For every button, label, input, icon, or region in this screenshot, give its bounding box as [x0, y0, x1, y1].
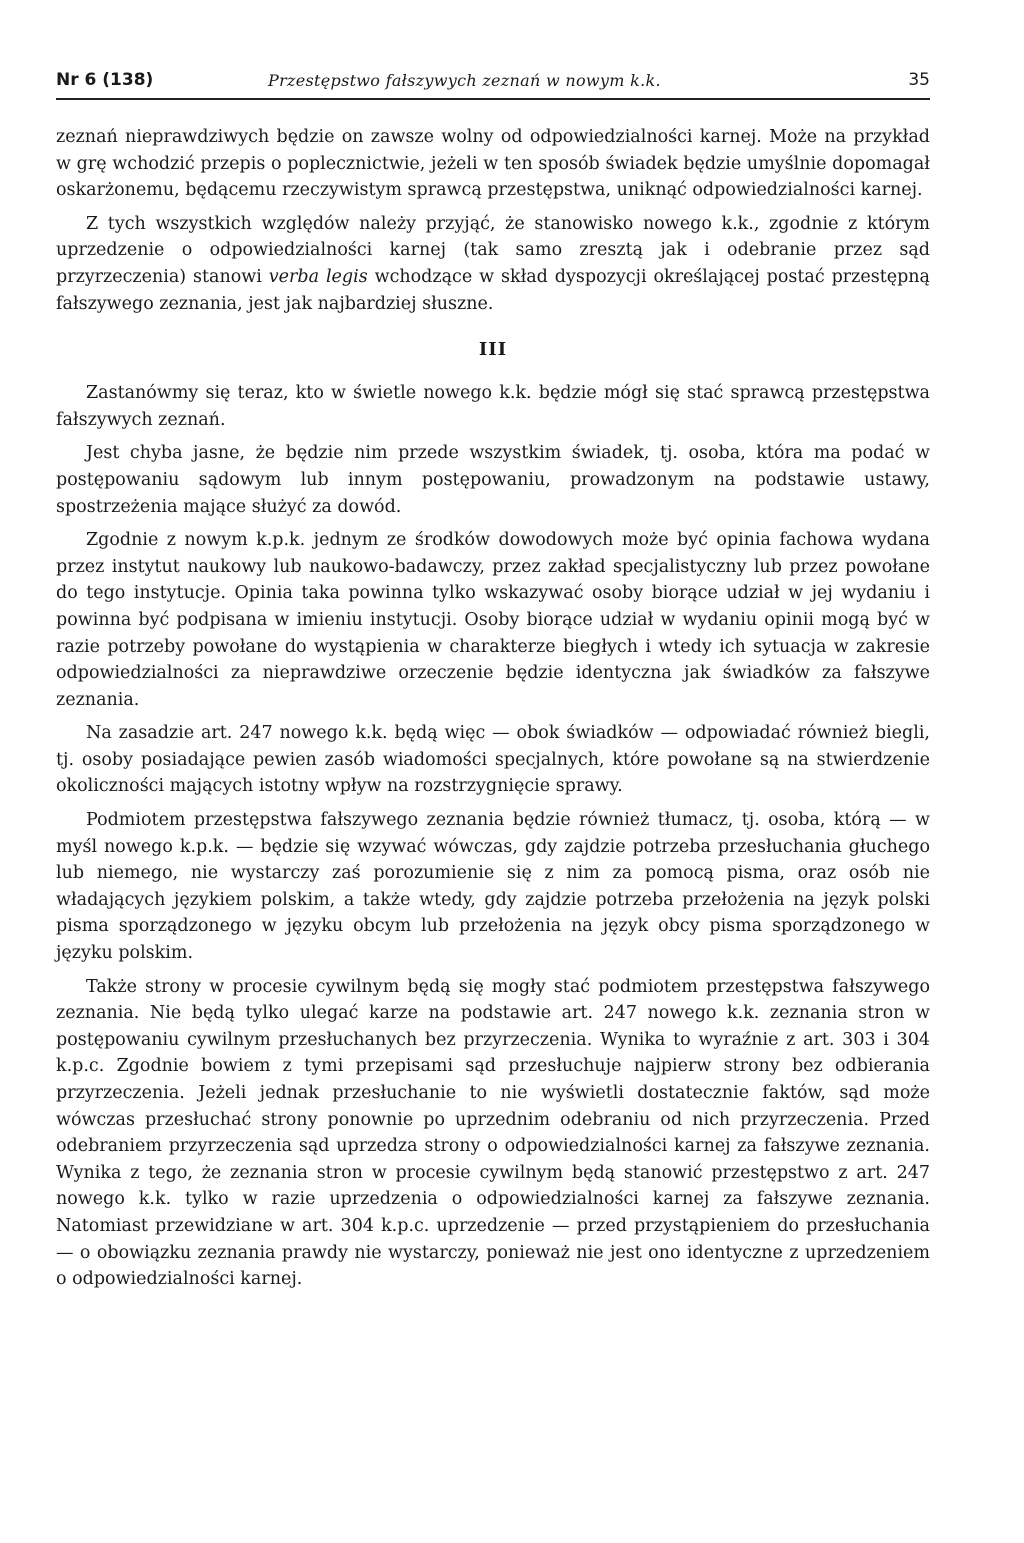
paragraph	[56, 211, 930, 317]
paragraph-continued: zeznań nieprawdziwych będzie on zawsze wolny od odpowiedzialności karnej. Może na przykład w grę wchodzić przepis o poplecznictwie, jeżeli w ten sposób świadek będzie umyślnie dopomagał oskarżonemu, będącemu rzeczywistym sprawcą przestępstwa, uniknąć odpowiedzialności karnej.	[56, 127, 930, 201]
page-number: 35	[908, 70, 930, 90]
running-title: Przestępstwo fałszywych zeznań w nowym k.k.	[268, 71, 661, 90]
running-header	[56, 70, 930, 100]
document-page	[56, 70, 930, 1300]
paragraph: Także strony w procesie cywilnym będą się mogły stać podmiotem przestępstwa fałszywego zeznania. Nie będą tylko ulegać karze na podstawie art. 247 nowego k.k. zeznania stron w postępowaniu cywilnym przesłuchanych bez przyrzeczenia. Wynika to wyraźnie z art. 303 i 304 k.p.c. Zgodnie bowiem z tymi przepisami sąd przesłuchuje najpierw strony bez odbierania przyrzeczenia. Jeżeli jednak przesłuchanie to nie wyświetli dostatecznie faktów, sąd może wówczas przesłuchać strony ponownie po uprzednim odebraniu od nich przyrzeczenia. Przed odebraniem przyrzeczenia sąd uprzedza strony o odpowiedzialności karnej za fałszywe zeznania. Wynika z tego, że zeznania stron w procesie cywilnym będą stanowić przestępstwo z art. 247 nowego k.k. tylko w razie uprzedzenia o odpowiedzialności karnej za fałszywe zeznania. Natomiast przewidziane w art. 304 k.p.c. uprzedzenie — przed przystąpieniem do przesłuchania — o obowiązku zeznania prawdy nie wystarczy, ponieważ nie jest ono identyczne z uprzedzeniem o odpowiedzialności karnej.	[56, 976, 930, 1290]
paragraph-text: wchodzące w skład dyspozycji określającej postać przestępną fałszywego zeznania, jest jak najbardziej słuszne.	[56, 266, 930, 314]
article-body	[56, 124, 930, 1293]
paragraph: Na zasadzie art. 247 nowego k.k. będą więc — obok świadków — odpowiadać również biegli, tj. osoby posiadające pewien zasób wiadomości specjalnych, które powołane są na stwierdzenie okoliczności mających istotny wpływ na rozstrzygnięcie sprawy.	[56, 723, 930, 797]
paragraph: Podmiotem przestępstwa fałszywego zeznania będzie również tłumacz, tj. osoba, którą — w myśl nowego k.p.k. — będzie się wzywać wówczas, gdy zajdzie potrzeba przesłuchania głuchego lub niemego, nie wystarczy zaś porozumienie się z nim za pomocą pisma, oraz osób nie władających językiem polskim, a także wtedy, gdy zajdzie potrzeba przełożenia na język polski pisma sporządzonego w języku obcym lub przełożenia na język obcy pisma sporządzonego w języku polskim.	[56, 810, 930, 964]
paragraph: Zgodnie z nowym k.p.k. jednym ze środków dowodowych może być opinia fachowa wydana przez instytut naukowy lub naukowo-badawczy, przez zakład specjalistyczny lub przez powołane do tego instytucje. Opinia taka powinna tylko wskazywać osoby biorące udział w jej wydaniu i powinna być podpisana w imieniu instytucji. Osoby biorące udział w wydaniu opinii mogą być w razie potrzeby powołane do wystąpienia w charakterze biegłych i wtedy ich sytuacja w zakresie odpowiedzialności za nieprawdziwe orzeczenie będzie identyczna jak świadków za fałszywe zeznania.	[56, 530, 930, 710]
paragraph: Jest chyba jasne, że będzie nim przede wszystkim świadek, tj. osoba, która ma podać w postępowaniu sądowym lub innym postępowaniu, prowadzonym na podstawie ustawy, spostrzeżenia mające służyć za dowód.	[56, 443, 930, 517]
paragraph: Zastanówmy się teraz, kto w świetle nowego k.k. będzie mógł się stać sprawcą przestępstwa fałszywych zeznań.	[56, 383, 930, 430]
section-heading: III	[478, 339, 508, 361]
latin-phrase: verba legis	[268, 266, 368, 287]
journal-issue: Nr 6 (138)	[56, 70, 154, 90]
paragraph-text: Z tych wszystkich względów należy przyjąć, że stanowisko nowego k.k., zgodnie z którym uprzedzenie o odpowiedzialności karnej (tak samo zresztą jak i odebranie przez sąd przyrzeczenia) stanowi	[56, 213, 930, 287]
